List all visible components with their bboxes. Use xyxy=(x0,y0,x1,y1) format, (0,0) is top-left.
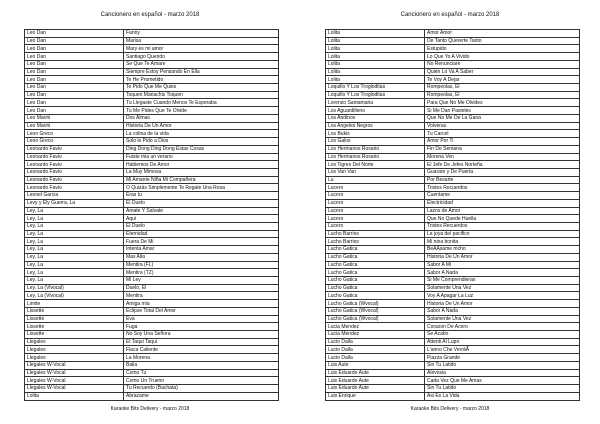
song-cell: Baila xyxy=(124,361,279,369)
table-row xyxy=(326,253,580,261)
artist-cell: Lucho Gatica xyxy=(326,277,425,285)
artist-cell: Lucio Dalla xyxy=(326,338,425,346)
song-cell: Fanny xyxy=(124,30,279,38)
song-cell: Fuiste mia un verano xyxy=(124,153,279,161)
table-row xyxy=(326,346,580,354)
song-cell: El Duelo xyxy=(124,222,279,230)
song-cell: Tu Recuerdo (Bachata) xyxy=(124,385,279,393)
artist-cell: Limite xyxy=(25,300,124,308)
song-cell: Sabor A Mi xyxy=(425,261,580,269)
song-cell: Alevosia xyxy=(425,369,580,377)
song-cell: Marisa xyxy=(124,37,279,45)
table-row xyxy=(326,261,580,269)
song-cell: BeÃÃsame mcho xyxy=(425,246,580,254)
song-cell: Te He Prometido xyxy=(124,76,279,84)
song-cell: La Muy Mimosa xyxy=(124,168,279,176)
song-cell: Mentira (FL) xyxy=(124,261,279,269)
table-row xyxy=(326,45,580,53)
artist-cell: Lucero xyxy=(326,199,425,207)
song-cell: Sabor A Nada xyxy=(425,307,580,315)
song-cell: Mi Amante Niña Mi Compañera xyxy=(124,176,279,184)
table-row xyxy=(326,292,580,300)
table-row xyxy=(326,168,580,176)
table-row xyxy=(25,392,279,400)
song-cell: Estupido xyxy=(425,45,580,53)
artist-cell: Luis Aute xyxy=(326,361,425,369)
table-row xyxy=(326,307,580,315)
table-row xyxy=(326,369,580,377)
song-cell: Amor Amor xyxy=(425,30,580,38)
artist-cell: Lolita xyxy=(326,45,425,53)
song-cell: Tu Llegaste Cuando Menos Te Esperaba xyxy=(124,99,279,107)
artist-cell: Llegales xyxy=(25,354,124,362)
song-cell: Ding Dong Ding Dong Estas Cosas xyxy=(124,145,279,153)
artist-cell: Lorenzo Santamaria xyxy=(326,99,425,107)
table-row xyxy=(25,199,279,207)
table-row xyxy=(25,168,279,176)
artist-cell: Lucho Gatica xyxy=(326,284,425,292)
table-row xyxy=(326,114,580,122)
artist-cell: Los Bukis xyxy=(326,130,425,138)
song-cell: Asi Es La Vida xyxy=(425,392,580,400)
song-cell: Mas Alla xyxy=(124,253,279,261)
artist-cell: Luis Eduardo Aute xyxy=(326,369,425,377)
table-row xyxy=(326,385,580,393)
artist-cell: Ley, La (Vivocal) xyxy=(25,292,124,300)
table-row xyxy=(25,238,279,246)
table-row xyxy=(326,176,580,184)
artist-cell: Lolita xyxy=(326,60,425,68)
artist-cell: Leonardo Favio xyxy=(25,176,124,184)
table-row xyxy=(326,354,580,362)
artist-cell: Lucho Gatica xyxy=(326,246,425,254)
artist-cell: Leonardo Favio xyxy=(25,145,124,153)
table-row xyxy=(326,53,580,61)
song-cell: Rompeolas, El xyxy=(425,84,580,92)
song-cell: Solamente Una Vez xyxy=(425,315,580,323)
artist-cell: Llegales W-Vocal xyxy=(25,369,124,377)
song-cell: Mentira (TZ) xyxy=(124,269,279,277)
table-row xyxy=(25,138,279,146)
table-row xyxy=(326,192,580,200)
table-row xyxy=(25,323,279,331)
song-cell: Te Voy A Dejar xyxy=(425,76,580,84)
artist-cell: Los Tigres Del Norte xyxy=(326,161,425,169)
artist-cell: Lucho Gatica xyxy=(326,253,425,261)
song-cell: Que No Quede Huella xyxy=(425,215,580,223)
artist-cell: Llegales xyxy=(25,338,124,346)
artist-cell: Los Hermanos Rosario xyxy=(326,153,425,161)
artist-cell: Los Van Van xyxy=(326,168,425,176)
table-row xyxy=(326,207,580,215)
song-cell: Historia De Un Amor xyxy=(425,300,580,308)
song-cell: Tu Carcel xyxy=(425,130,580,138)
artist-cell: Lucero xyxy=(326,192,425,200)
artist-cell: Lolita xyxy=(326,53,425,61)
table-row xyxy=(25,37,279,45)
song-cell: Mi nina bonita xyxy=(425,238,580,246)
artist-cell: Lucero xyxy=(326,222,425,230)
song-cell: Electricidad xyxy=(425,199,580,207)
artist-cell: Lucho Barrios xyxy=(326,230,425,238)
artist-cell: Los Angeles Negros xyxy=(326,122,425,130)
table-row xyxy=(25,346,279,354)
artist-cell: Ley, La xyxy=(25,207,124,215)
table-row xyxy=(25,45,279,53)
song-cell: Que No Me De La Gana xyxy=(425,114,580,122)
table-row xyxy=(25,68,279,76)
table-row xyxy=(326,145,580,153)
table-row xyxy=(25,253,279,261)
song-cell: Como Un Trueno xyxy=(124,377,279,385)
table-row xyxy=(25,307,279,315)
table-row xyxy=(25,261,279,269)
table-row xyxy=(25,60,279,68)
table-row xyxy=(25,84,279,92)
table-row xyxy=(25,114,279,122)
artist-cell: Leo Dan xyxy=(25,60,124,68)
song-cell: Abrazame xyxy=(124,392,279,400)
table-row xyxy=(326,130,580,138)
song-cell: Fuga xyxy=(124,323,279,331)
artist-cell: Lucero xyxy=(326,215,425,223)
artist-cell: Lissette xyxy=(25,331,124,339)
artist-cell: Leo Dan xyxy=(25,45,124,53)
artist-cell: Lucho Gatica xyxy=(326,261,425,269)
song-cell: Si Me Dan Pasteles xyxy=(425,107,580,115)
artist-cell: Lucero xyxy=(326,184,425,192)
song-cell: Solamente Una Vez xyxy=(425,284,580,292)
song-cell: Fin De Semana xyxy=(425,145,580,153)
song-cell: Cuentame xyxy=(425,192,580,200)
artist-cell: Leonardo Favio xyxy=(25,168,124,176)
artist-cell: Leo Dan xyxy=(25,53,124,61)
artist-cell: Leo Marini xyxy=(25,114,124,122)
song-cell: Por Besarte xyxy=(425,176,580,184)
song-cell: Para Que No Me Olvides xyxy=(425,99,580,107)
table-row xyxy=(25,145,279,153)
table-row xyxy=(25,53,279,61)
artist-cell: Loquillo Y Los Trogloditas xyxy=(326,91,425,99)
table-row xyxy=(25,207,279,215)
table-row xyxy=(326,246,580,254)
song-cell: Se Que Te Amare xyxy=(124,60,279,68)
table-row xyxy=(326,184,580,192)
artist-cell: Leo Dan xyxy=(25,99,124,107)
artist-cell: Leo Dan xyxy=(25,107,124,115)
song-cell: Lo Que Yo A Vivido xyxy=(425,53,580,61)
artist-cell: Lucero xyxy=(326,207,425,215)
artist-cell: Ley, La (Vivocal) xyxy=(25,284,124,292)
artist-cell: Leo Dan xyxy=(25,76,124,84)
artist-cell: Leon Greco xyxy=(25,138,124,146)
table-row xyxy=(25,331,279,339)
table-row xyxy=(25,91,279,99)
artist-cell: Ley, La xyxy=(25,269,124,277)
table-row xyxy=(326,91,580,99)
song-cell: De Tanto Quererte Tanto xyxy=(425,37,580,45)
page-header: Cancionero en español - marzo 2018 xyxy=(400,12,500,18)
song-cell: Historia De Un Amor xyxy=(124,122,279,130)
table-row xyxy=(326,331,580,339)
table-row xyxy=(326,68,580,76)
song-cell: El Jefe De Jefes Norteña xyxy=(425,161,580,169)
artist-cell: Leo Dan xyxy=(25,91,124,99)
table-row xyxy=(25,300,279,308)
table-row xyxy=(326,30,580,38)
song-cell: Mary es mi amor xyxy=(124,45,279,53)
song-cell: Santiago Querido xyxy=(124,53,279,61)
song-cell: La joya del pacifico xyxy=(425,230,580,238)
song-table xyxy=(325,29,580,401)
artist-cell: Leo Dan xyxy=(25,68,124,76)
artist-cell: Llegales W-Vocal xyxy=(25,361,124,369)
song-cell: Eras tu xyxy=(124,192,279,200)
song-cell: Aqui xyxy=(124,215,279,223)
table-row xyxy=(25,269,279,277)
table-row xyxy=(326,84,580,92)
table-row xyxy=(326,338,580,346)
table-row xyxy=(326,138,580,146)
song-cell: Corazon De Acero xyxy=(425,323,580,331)
song-cell: Sin Tu Latido xyxy=(425,385,580,393)
artist-cell: Lucio Dalla xyxy=(326,354,425,362)
table-row xyxy=(25,153,279,161)
song-cell: Quien Lo Va A Saber xyxy=(425,68,580,76)
song-cell: Eternidad xyxy=(124,230,279,238)
song-cell: Rompeolas, El xyxy=(425,91,580,99)
artist-cell: Lolita xyxy=(25,392,124,400)
song-cell: Toquen Mariachis Toquen xyxy=(124,91,279,99)
artist-cell: Loquillo Y Los Trogloditas xyxy=(326,84,425,92)
table-row xyxy=(25,377,279,385)
table-row xyxy=(326,153,580,161)
table-row xyxy=(326,107,580,115)
table-row xyxy=(25,354,279,362)
artist-cell: Lolita xyxy=(326,76,425,84)
table-row xyxy=(25,277,279,285)
artist-cell: Levy y Ely Guerra, La xyxy=(25,199,124,207)
song-cell: Tristes Recuerdos xyxy=(425,222,580,230)
page-footer: Karaoke Bits Delivery - marzo 2018 xyxy=(410,406,490,412)
song-cell: Amate Y Salvate xyxy=(124,207,279,215)
artist-cell: Lolita xyxy=(326,37,425,45)
song-cell: Lazos de Amor xyxy=(425,207,580,215)
artist-cell: Lucho Gatica (Wvocal) xyxy=(326,307,425,315)
table-row xyxy=(25,184,279,192)
table-row xyxy=(326,269,580,277)
artist-cell: Leo Dan xyxy=(25,30,124,38)
artist-cell: Leo Dan xyxy=(25,37,124,45)
page-header: Cancionero en español - marzo 2018 xyxy=(100,12,200,18)
artist-cell: Lucho Gatica xyxy=(326,292,425,300)
table-row xyxy=(25,246,279,254)
table-row xyxy=(25,122,279,130)
table-row xyxy=(326,361,580,369)
artist-cell: Lolita xyxy=(326,68,425,76)
table-row xyxy=(326,323,580,331)
table-row xyxy=(326,238,580,246)
song-cell: Amiga mia xyxy=(124,300,279,308)
artist-cell: Lucho Gatica (Wvocal) xyxy=(326,315,425,323)
table-row xyxy=(25,215,279,223)
table-row xyxy=(326,215,580,223)
page-footer: Karaoke Bits Delivery - marzo 2018 xyxy=(110,406,190,412)
song-cell: Mi Ley xyxy=(124,277,279,285)
song-cell: Amor Por Ti xyxy=(425,138,580,146)
song-cell: Se Acabo xyxy=(425,331,580,339)
artist-cell: Ley, La xyxy=(25,277,124,285)
artist-cell: Lolita xyxy=(326,30,425,38)
song-cell: Morena Ven xyxy=(425,153,580,161)
song-cell: Eva xyxy=(124,315,279,323)
song-cell: Mentira xyxy=(124,292,279,300)
table-row xyxy=(25,292,279,300)
artist-cell: Los Hermanos Rosario xyxy=(326,145,425,153)
song-cell: No Soy Una Señora xyxy=(124,331,279,339)
song-cell: Solo le Pido a Dios xyxy=(124,138,279,146)
artist-cell: Los Galos xyxy=(326,138,425,146)
table-row xyxy=(25,130,279,138)
song-cell: No Renunciare xyxy=(425,60,580,68)
artist-cell: Ley, La xyxy=(25,230,124,238)
song-cell: La colina de la vida xyxy=(124,130,279,138)
table-row xyxy=(326,392,580,400)
artist-cell: Lucio Dalla xyxy=(326,346,425,354)
artist-cell: Los Aguardilleno xyxy=(326,107,425,115)
artist-cell: Leonardo Favio xyxy=(25,184,124,192)
table-row xyxy=(25,99,279,107)
artist-cell: Ley, La xyxy=(25,222,124,230)
table-row xyxy=(326,161,580,169)
table-row xyxy=(25,369,279,377)
song-cell: Tu Me Pides Que Te Olvide xyxy=(124,107,279,115)
song-cell: Sin Tu Latido xyxy=(425,361,580,369)
table-row xyxy=(326,37,580,45)
table-row xyxy=(25,230,279,238)
table-row xyxy=(25,192,279,200)
artist-cell: Ley, La xyxy=(25,246,124,254)
artist-cell: Leonardo Favio xyxy=(25,153,124,161)
song-cell: Siempre Estoy Pensando En Ella xyxy=(124,68,279,76)
table-row xyxy=(25,176,279,184)
table-row xyxy=(326,222,580,230)
song-cell: Attenti Al Lupo xyxy=(425,338,580,346)
artist-cell: Lu xyxy=(326,176,425,184)
song-cell: Sabor A Nada xyxy=(425,269,580,277)
song-cell: Te Pido Que Me Quies xyxy=(124,84,279,92)
song-cell: Si Me Comprendieras xyxy=(425,277,580,285)
artist-cell: Leo Marini xyxy=(25,122,124,130)
artist-cell: Leonardo Favio xyxy=(25,161,124,169)
song-cell: El Duelo xyxy=(124,199,279,207)
song-cell: Duelo, El xyxy=(124,284,279,292)
song-cell: Como Tu xyxy=(124,369,279,377)
artist-cell: Luis Eduardo Aute xyxy=(326,377,425,385)
table-row xyxy=(326,230,580,238)
song-cell: Cada Vez Que Me Amas xyxy=(425,377,580,385)
table-row xyxy=(326,122,580,130)
table-row xyxy=(326,377,580,385)
song-cell: Dos Almas xyxy=(124,114,279,122)
table-row xyxy=(25,107,279,115)
artist-cell: Llegales xyxy=(25,346,124,354)
table-row xyxy=(25,284,279,292)
artist-cell: Lucho Gatica (Wvocal) xyxy=(326,300,425,308)
song-cell: O Quizás Simplemente Te Regale Una Rosa xyxy=(124,184,279,192)
song-cell: Tristes Recuerdos xyxy=(425,184,580,192)
table-row xyxy=(326,284,580,292)
song-table xyxy=(24,29,279,401)
song-cell: Volveras xyxy=(425,122,580,130)
artist-cell: Lucia Mendez xyxy=(326,331,425,339)
artist-cell: Los Andinos xyxy=(326,114,425,122)
table-row xyxy=(326,300,580,308)
artist-cell: Ley, La xyxy=(25,261,124,269)
song-cell: La Morena xyxy=(124,354,279,362)
artist-cell: Ley, La xyxy=(25,253,124,261)
table-row xyxy=(25,30,279,38)
artist-cell: Luis Enrique xyxy=(326,392,425,400)
artist-cell: Lucho Barrios xyxy=(326,238,425,246)
artist-cell: Lucia Mendez xyxy=(326,323,425,331)
song-cell: Flaca Caliente xyxy=(124,346,279,354)
table-row xyxy=(25,315,279,323)
table-row xyxy=(326,99,580,107)
artist-cell: Leon Greco xyxy=(25,130,124,138)
artist-cell: Llegales W-Vocal xyxy=(25,385,124,393)
song-cell: Hablemos De Amor xyxy=(124,161,279,169)
right-page xyxy=(300,0,600,424)
table-row xyxy=(25,385,279,393)
song-cell: Piazza Grande xyxy=(425,354,580,362)
artist-cell: Ley, La xyxy=(25,238,124,246)
table-row xyxy=(25,161,279,169)
artist-cell: Leo Dan xyxy=(25,84,124,92)
song-cell: El Taqui Taqui xyxy=(124,338,279,346)
song-cell: Intenta Amar xyxy=(124,246,279,254)
artist-cell: Lucho Gatica xyxy=(326,269,425,277)
table-row xyxy=(326,315,580,323)
artist-cell: Lissette xyxy=(25,315,124,323)
artist-cell: Ley, La xyxy=(25,215,124,223)
artist-cell: Lissette xyxy=(25,307,124,315)
table-row xyxy=(25,338,279,346)
song-cell: Historia De Un Amor xyxy=(425,253,580,261)
song-cell: Guarare y De Puerta xyxy=(425,168,580,176)
table-row xyxy=(326,277,580,285)
table-row xyxy=(25,222,279,230)
table-row xyxy=(25,361,279,369)
table-row xyxy=(25,76,279,84)
song-cell: Voy A Apagar La Luz xyxy=(425,292,580,300)
artist-cell: Luis Eduardo Aute xyxy=(326,385,425,393)
artist-cell: Leonel Garcia xyxy=(25,192,124,200)
song-cell: Fuera De Mi xyxy=(124,238,279,246)
song-cell: L'anno Che VerrãÃ xyxy=(425,346,580,354)
table-row xyxy=(326,60,580,68)
artist-cell: Llegales W-Vocal xyxy=(25,377,124,385)
song-cell: Eclipse Total Del Amor xyxy=(124,307,279,315)
table-row xyxy=(326,199,580,207)
table-row xyxy=(326,76,580,84)
artist-cell: Lissette xyxy=(25,323,124,331)
